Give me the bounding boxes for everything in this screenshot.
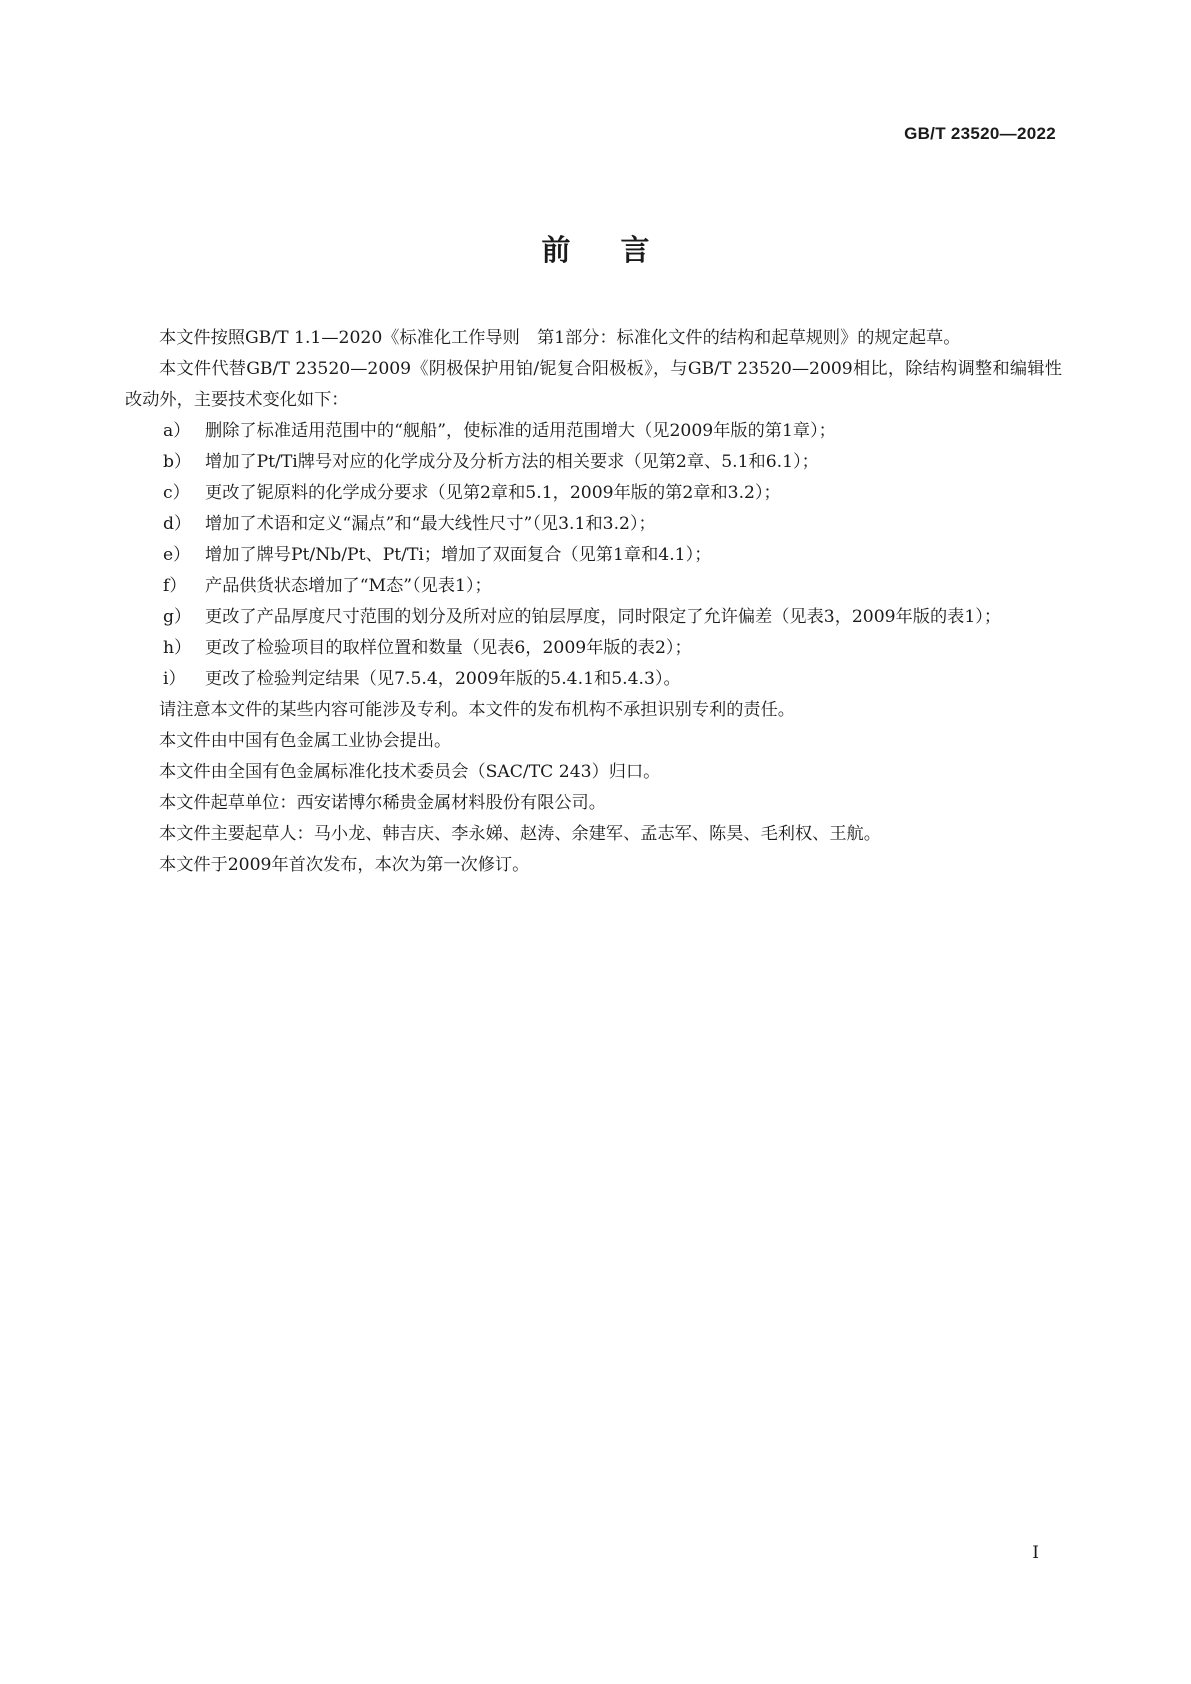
paragraph-committee: 本文件由全国有色金属标准化技术委员会（SAC/TC 243）归口。 [159, 762, 661, 782]
list-item-text: 增加了Pt/Ti牌号对应的化学成分及分析方法的相关要求（见第2章、5.1和6.1）； [205, 452, 819, 472]
list-marker: a） [163, 421, 191, 441]
list-item [125, 664, 1062, 695]
foreword-body [125, 323, 1062, 881]
paragraph-patent-notice: 请注意本文件的某些内容可能涉及专利。本文件的发布机构不承担识别专利的责任。 [159, 700, 795, 720]
list-item-text: 删除了标准适用范围中的“舰船”，使标准的适用范围增大（见2009年版的第1章）； [205, 421, 836, 441]
list-item-text: 产品供货状态增加了“M态”（见表1）； [205, 576, 492, 596]
page-number: I [1032, 1543, 1039, 1563]
list-marker: d） [163, 514, 192, 534]
list-item-text: 增加了术语和定义“漏点”和“最大线性尺寸”（见3.1和3.2）； [205, 514, 656, 534]
list-item [125, 478, 1062, 509]
list-marker: f） [163, 576, 187, 596]
list-item [125, 602, 1062, 633]
paragraph-drafters: 本文件主要起草人：马小龙、韩吉庆、李永娣、赵涛、余建军、孟志军、陈昊、毛利权、王航。 [159, 824, 881, 844]
list-item-text: 增加了牌号Pt/Nb/Pt、Pt/Ti；增加了双面复合（见第1章和4.1）； [205, 545, 712, 565]
list-marker: i） [163, 669, 186, 689]
list-item [125, 447, 1062, 478]
list-item [125, 633, 1062, 664]
list-item [125, 509, 1062, 540]
page-title: 前言 [541, 233, 700, 267]
list-marker: b） [163, 452, 192, 472]
list-marker: h） [163, 638, 192, 658]
list-item [125, 540, 1062, 571]
paragraph-replacement: 本文件代替GB/T 23520—2009《阴极保护用铂/铌复合阳极板》，与GB/T 23520—2009相比，除结构调整和编辑性改动外，主要技术变化如下： [125, 359, 1062, 410]
list-item-text: 更改了产品厚度尺寸范围的划分及所对应的铂层厚度，同时限定了允许偏差（见表3，2009年版的表1）； [205, 607, 1002, 627]
paragraph-drafting-rules: 本文件按照GB/T 1.1—2020《标准化工作导则 第1部分：标准化文件的结构和起草规则》的规定起草。 [159, 328, 961, 348]
list-item-text: 更改了检验判定结果（见7.5.4，2009年版的5.4.1和5.4.3）。 [205, 669, 681, 689]
list-item-text: 更改了铌原料的化学成分要求（见第2章和5.1，2009年版的第2章和3.2）； [205, 483, 781, 503]
paragraph-drafting-unit: 本文件起草单位：西安诺博尔稀贵金属材料股份有限公司。 [159, 793, 606, 813]
paragraph-proposer: 本文件由中国有色金属工业协会提出。 [159, 731, 452, 751]
list-item [125, 571, 1062, 602]
paragraph-history: 本文件于2009年首次发布，本次为第一次修订。 [159, 855, 530, 875]
standard-code: GB/T 23520—2022 [904, 124, 1056, 143]
list-marker: g） [163, 607, 192, 627]
list-item [125, 416, 1062, 447]
list-marker: e） [163, 545, 191, 565]
list-item-text: 更改了检验项目的取样位置和数量（见表6，2009年版的表2）； [205, 638, 692, 658]
list-marker: c） [163, 483, 190, 503]
changes-list [125, 416, 1062, 695]
